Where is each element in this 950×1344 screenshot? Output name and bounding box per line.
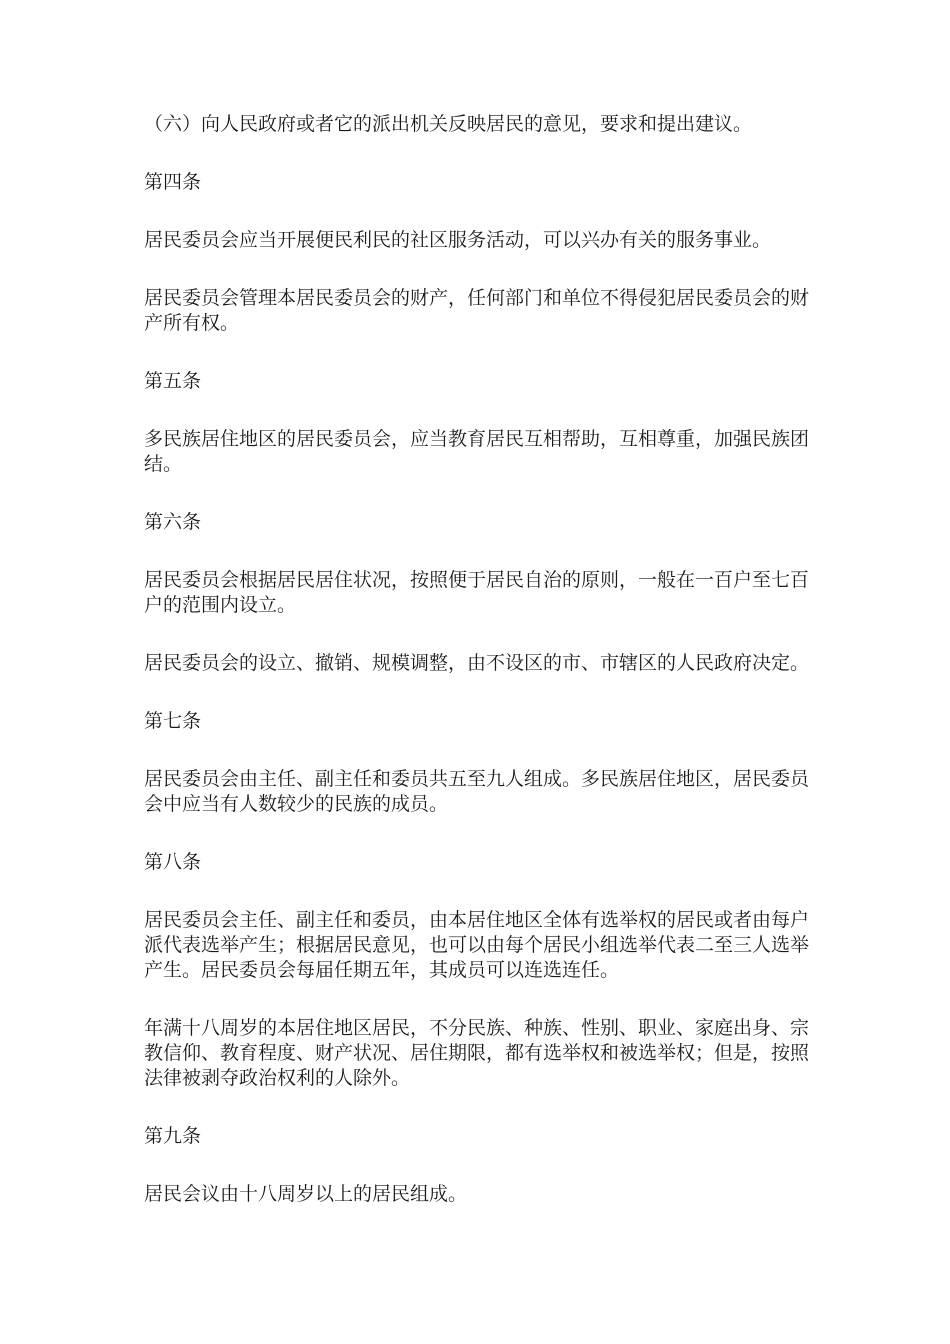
- paragraph: 居民会议由十八周岁以上的居民组成。: [144, 1183, 468, 1205]
- paragraph: 年满十八周岁的本居住地区居民，不分民族、种族、性别、职业、家庭出身、宗教信仰、教育程度、财产状况、居住期限，都有选举权和被选举权；但是，按照法律被剥夺政治权利的人除外。: [144, 1017, 810, 1089]
- paragraph: 居民委员会应当开展便民利民的社区服务活动，可以兴办有关的服务事业。: [144, 229, 772, 251]
- paragraph: 居民委员会根据居民居住状况，按照便于居民自治的原则，一般在一百户至七百户的范围内设立。: [144, 569, 810, 616]
- paragraph: 居民委员会由主任、副主任和委员共五至九人组成。多民族居住地区，居民委员会中应当有人数较少的民族的成员。: [144, 768, 810, 815]
- article-heading: 第八条: [144, 851, 202, 873]
- article-heading: 第四条: [144, 171, 202, 193]
- article-heading: 第九条: [144, 1125, 202, 1147]
- paragraph: 多民族居住地区的居民委员会，应当教育居民互相帮助，互相尊重，加强民族团结。: [144, 428, 810, 475]
- paragraph: 居民委员会主任、副主任和委员，由本居住地区全体有选举权的居民或者由每户派代表选举产生；根据居民意见，也可以由每个居民小组选举代表二至三人选举产生。居民委员会每届任期五年，其成员可以连选连任。: [144, 909, 810, 981]
- article-heading: 第五条: [144, 370, 202, 392]
- paragraph: （六）向人民政府或者它的派出机关反映居民的意见，要求和提出建议。: [144, 113, 753, 135]
- article-heading: 第七条: [144, 710, 202, 732]
- paragraph: 居民委员会的设立、撤销、规模调整，由不设区的市、市辖区的人民政府决定。: [144, 652, 810, 674]
- article-heading: 第六条: [144, 511, 202, 533]
- paragraph: 居民委员会管理本居民委员会的财产，任何部门和单位不得侵犯居民委员会的财产所有权。: [144, 287, 810, 334]
